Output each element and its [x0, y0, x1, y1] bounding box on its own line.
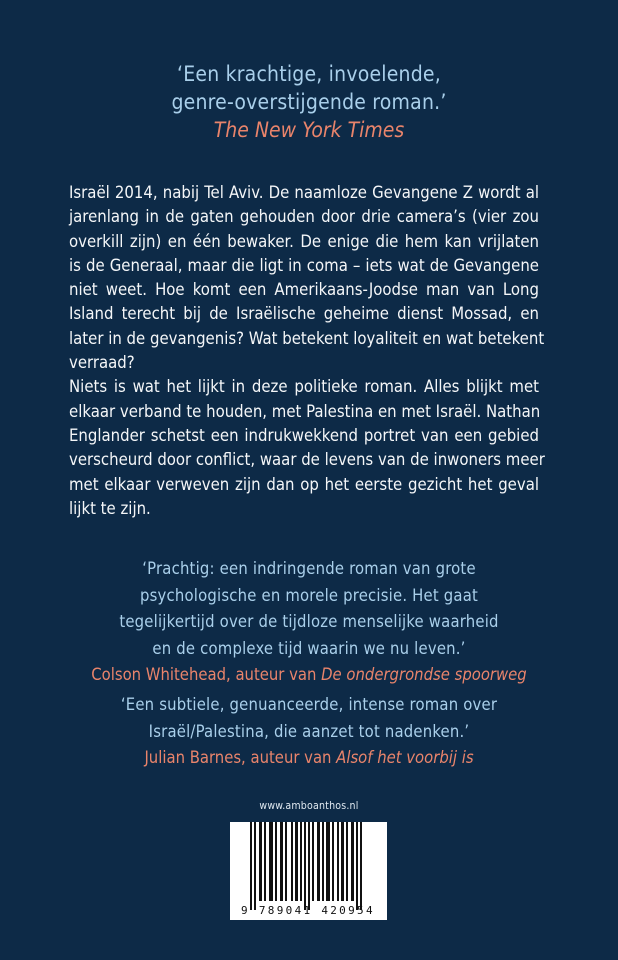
synopsis-line: elkaar verband te houden, met Palestina en met Israël. Nathan	[69, 401, 541, 421]
isbn-number	[241, 904, 375, 917]
synopsis-line: met elkaar verweven zijn dan op het eerste gezicht het geval	[69, 474, 539, 494]
synopsis-line: Englander schetst een indrukwekkend portret van een gebied	[69, 425, 539, 445]
nyt-quote-line: ‘Een krachtige, invoelende,	[177, 62, 441, 86]
whitehead-quote-line: psychologische en morele precisie. Het gaat	[139, 585, 479, 605]
publisher-url: www.amboanthos.nl	[259, 800, 359, 812]
attribution-work: Alsof het voorbij is	[336, 748, 474, 767]
whitehead-quote-line: ‘Prachtig: een indringende roman van grote	[142, 559, 476, 578]
whitehead-review-quote	[0, 556, 618, 689]
synopsis-line: verraad?	[69, 353, 135, 373]
whitehead-quote-line: tegelijkertijd over de tijdloze menselijke waarheid	[119, 612, 499, 631]
attribution-author: Julian Barnes, auteur van	[144, 748, 337, 767]
synopsis-line: Island terecht bij de Israëlische geheime dienst Mossad, en	[69, 304, 539, 324]
barnes-attribution	[0, 745, 618, 772]
isbn-first-digit: 9	[241, 904, 250, 917]
whitehead-attribution	[0, 662, 618, 689]
nyt-quote-line: genre-overstijgende roman.’	[171, 90, 447, 114]
synopsis-line: later in de gevangenis? Wat betekent loyaliteit en wat betekent	[69, 328, 545, 348]
whitehead-quote-line: en de complexe tijd waarin we nu leven.’	[152, 638, 466, 658]
barnes-review-quote	[0, 692, 618, 772]
synopsis-line: overkill zijn) en één bewaker. De enige die hem kan vrijlaten	[69, 231, 539, 251]
barnes-quote-line: Israël/Palestina, die aanzet tot nadenken.’	[148, 721, 470, 741]
barnes-quote-line: ‘Een subtiele, genuanceerde, intense roman over	[120, 695, 498, 714]
synopsis-paragraph-1	[69, 181, 545, 375]
synopsis-line: niet weet. Hoe komt een Amerikaans-Joodse man van Long	[69, 280, 539, 300]
synopsis-line: is de Generaal, maar die ligt in coma – iets wat de Gevangene	[69, 255, 539, 275]
barcode-bars	[250, 822, 368, 910]
attribution-author: Colson Whitehead, auteur van	[91, 665, 322, 684]
synopsis-line: jarenlang in de gaten gehouden door drie camera’s (vier zou	[69, 207, 539, 227]
attribution-work: De ondergrondse spoorweg	[321, 665, 527, 684]
synopsis-paragraph-2	[69, 375, 545, 521]
synopsis-line: Niets is wat het lijkt in deze politieke roman. Alles blijkt met	[69, 377, 539, 397]
synopsis-line: verscheurd door conflict, waar de levens van de inwoners meer	[69, 450, 545, 470]
isbn-rest: 789041 420954	[258, 904, 375, 917]
book-synopsis	[69, 181, 545, 521]
nyt-review-quote	[0, 60, 618, 144]
isbn-barcode	[230, 822, 387, 920]
synopsis-line: Israël 2014, nabij Tel Aviv. De naamloze Gevangene Z wordt al	[69, 183, 539, 202]
nyt-quote-source: The New York Times	[213, 118, 405, 142]
synopsis-line: lijkt te zijn.	[69, 498, 151, 518]
